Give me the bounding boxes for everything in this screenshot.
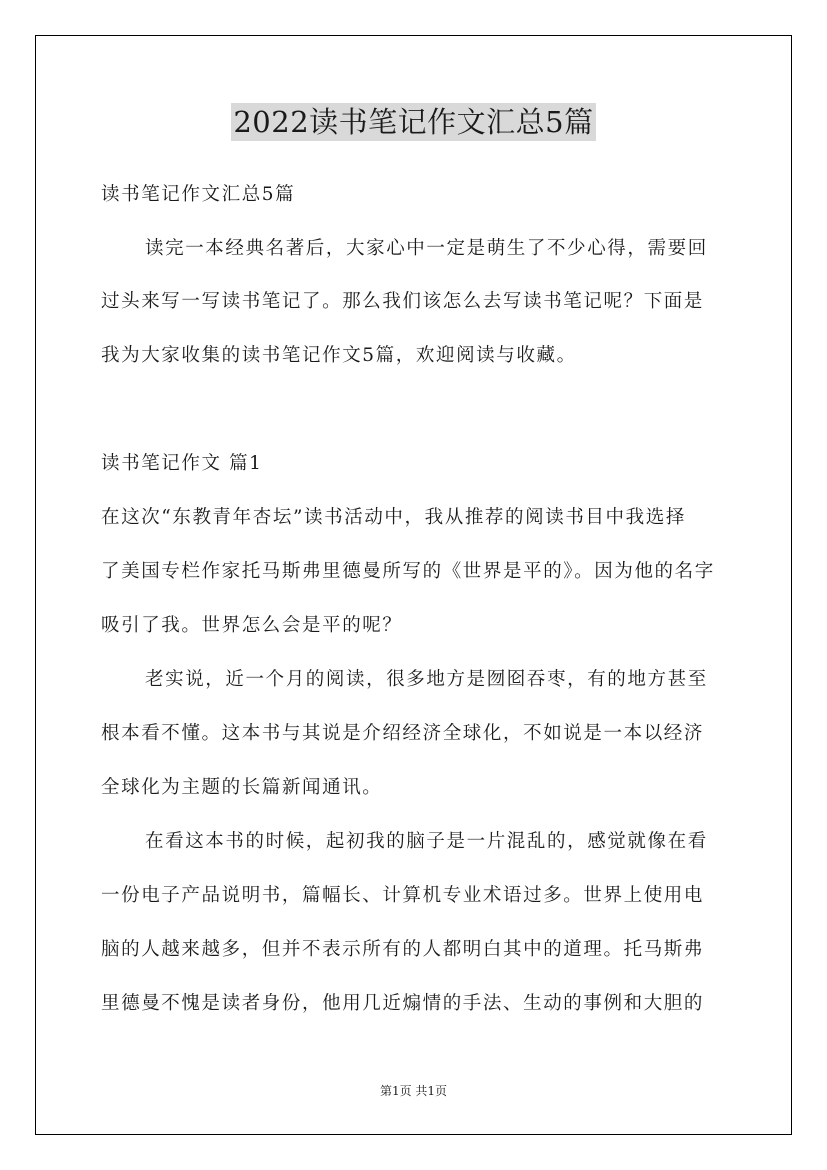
section-heading: 读书笔记作文 篇1 [101,453,263,474]
page-footer: 第1页 共1页 [379,1084,448,1098]
paragraph-line: 我为大家收集的读书笔记作文5篇，欢迎阅读与收藏。 [101,345,577,366]
paragraph-line: 吸引了我。世界怎么会是平的呢？ [101,615,403,636]
paragraph-line: 全球化为主题的长篇新闻通讯。 [101,777,383,798]
document-title: 2022读书笔记作文汇总5篇 [233,105,594,139]
paragraph-line: 根本看不懂。这本书与其说是介绍经济全球化，不如说是一本以经济 [101,723,705,744]
paragraph-line: 老实说，近一个月的阅读，很多地方是囫囵吞枣，有的地方甚至 [145,669,708,690]
paragraph-line: 里德曼不愧是读者身份，他用几近煽情的手法、生动的事例和大胆的 [101,993,705,1014]
paragraph-line: 脑的人越来越多，但并不表示所有的人都明白其中的道理。托马斯弗 [101,939,705,960]
paragraph-line: 一份电子产品说明书，篇幅长、计算机专业术语过多。世界上使用电 [101,885,705,906]
paragraph-line: 在看这本书的时候，起初我的脑子是一片混乱的，感觉就像在看 [145,831,708,852]
paragraph-line: 读完一本经典名著后，大家心中一定是萌生了不少心得，需要回 [145,238,708,259]
paragraph-line: 在这次“东教青年杏坛”读书活动中，我从推荐的阅读书目中我选择 [101,507,686,528]
title-container [0,103,827,141]
subtitle-line: 读书笔记作文汇总5篇 [101,184,296,205]
paragraph-line: 过头来写一写读书笔记了。那么我们该怎么去写读书笔记呢？下面是 [101,291,705,312]
paragraph-line: 了美国专栏作家托马斯弗里德曼所写的《世界是平的》。因为他的名字 [101,561,715,582]
